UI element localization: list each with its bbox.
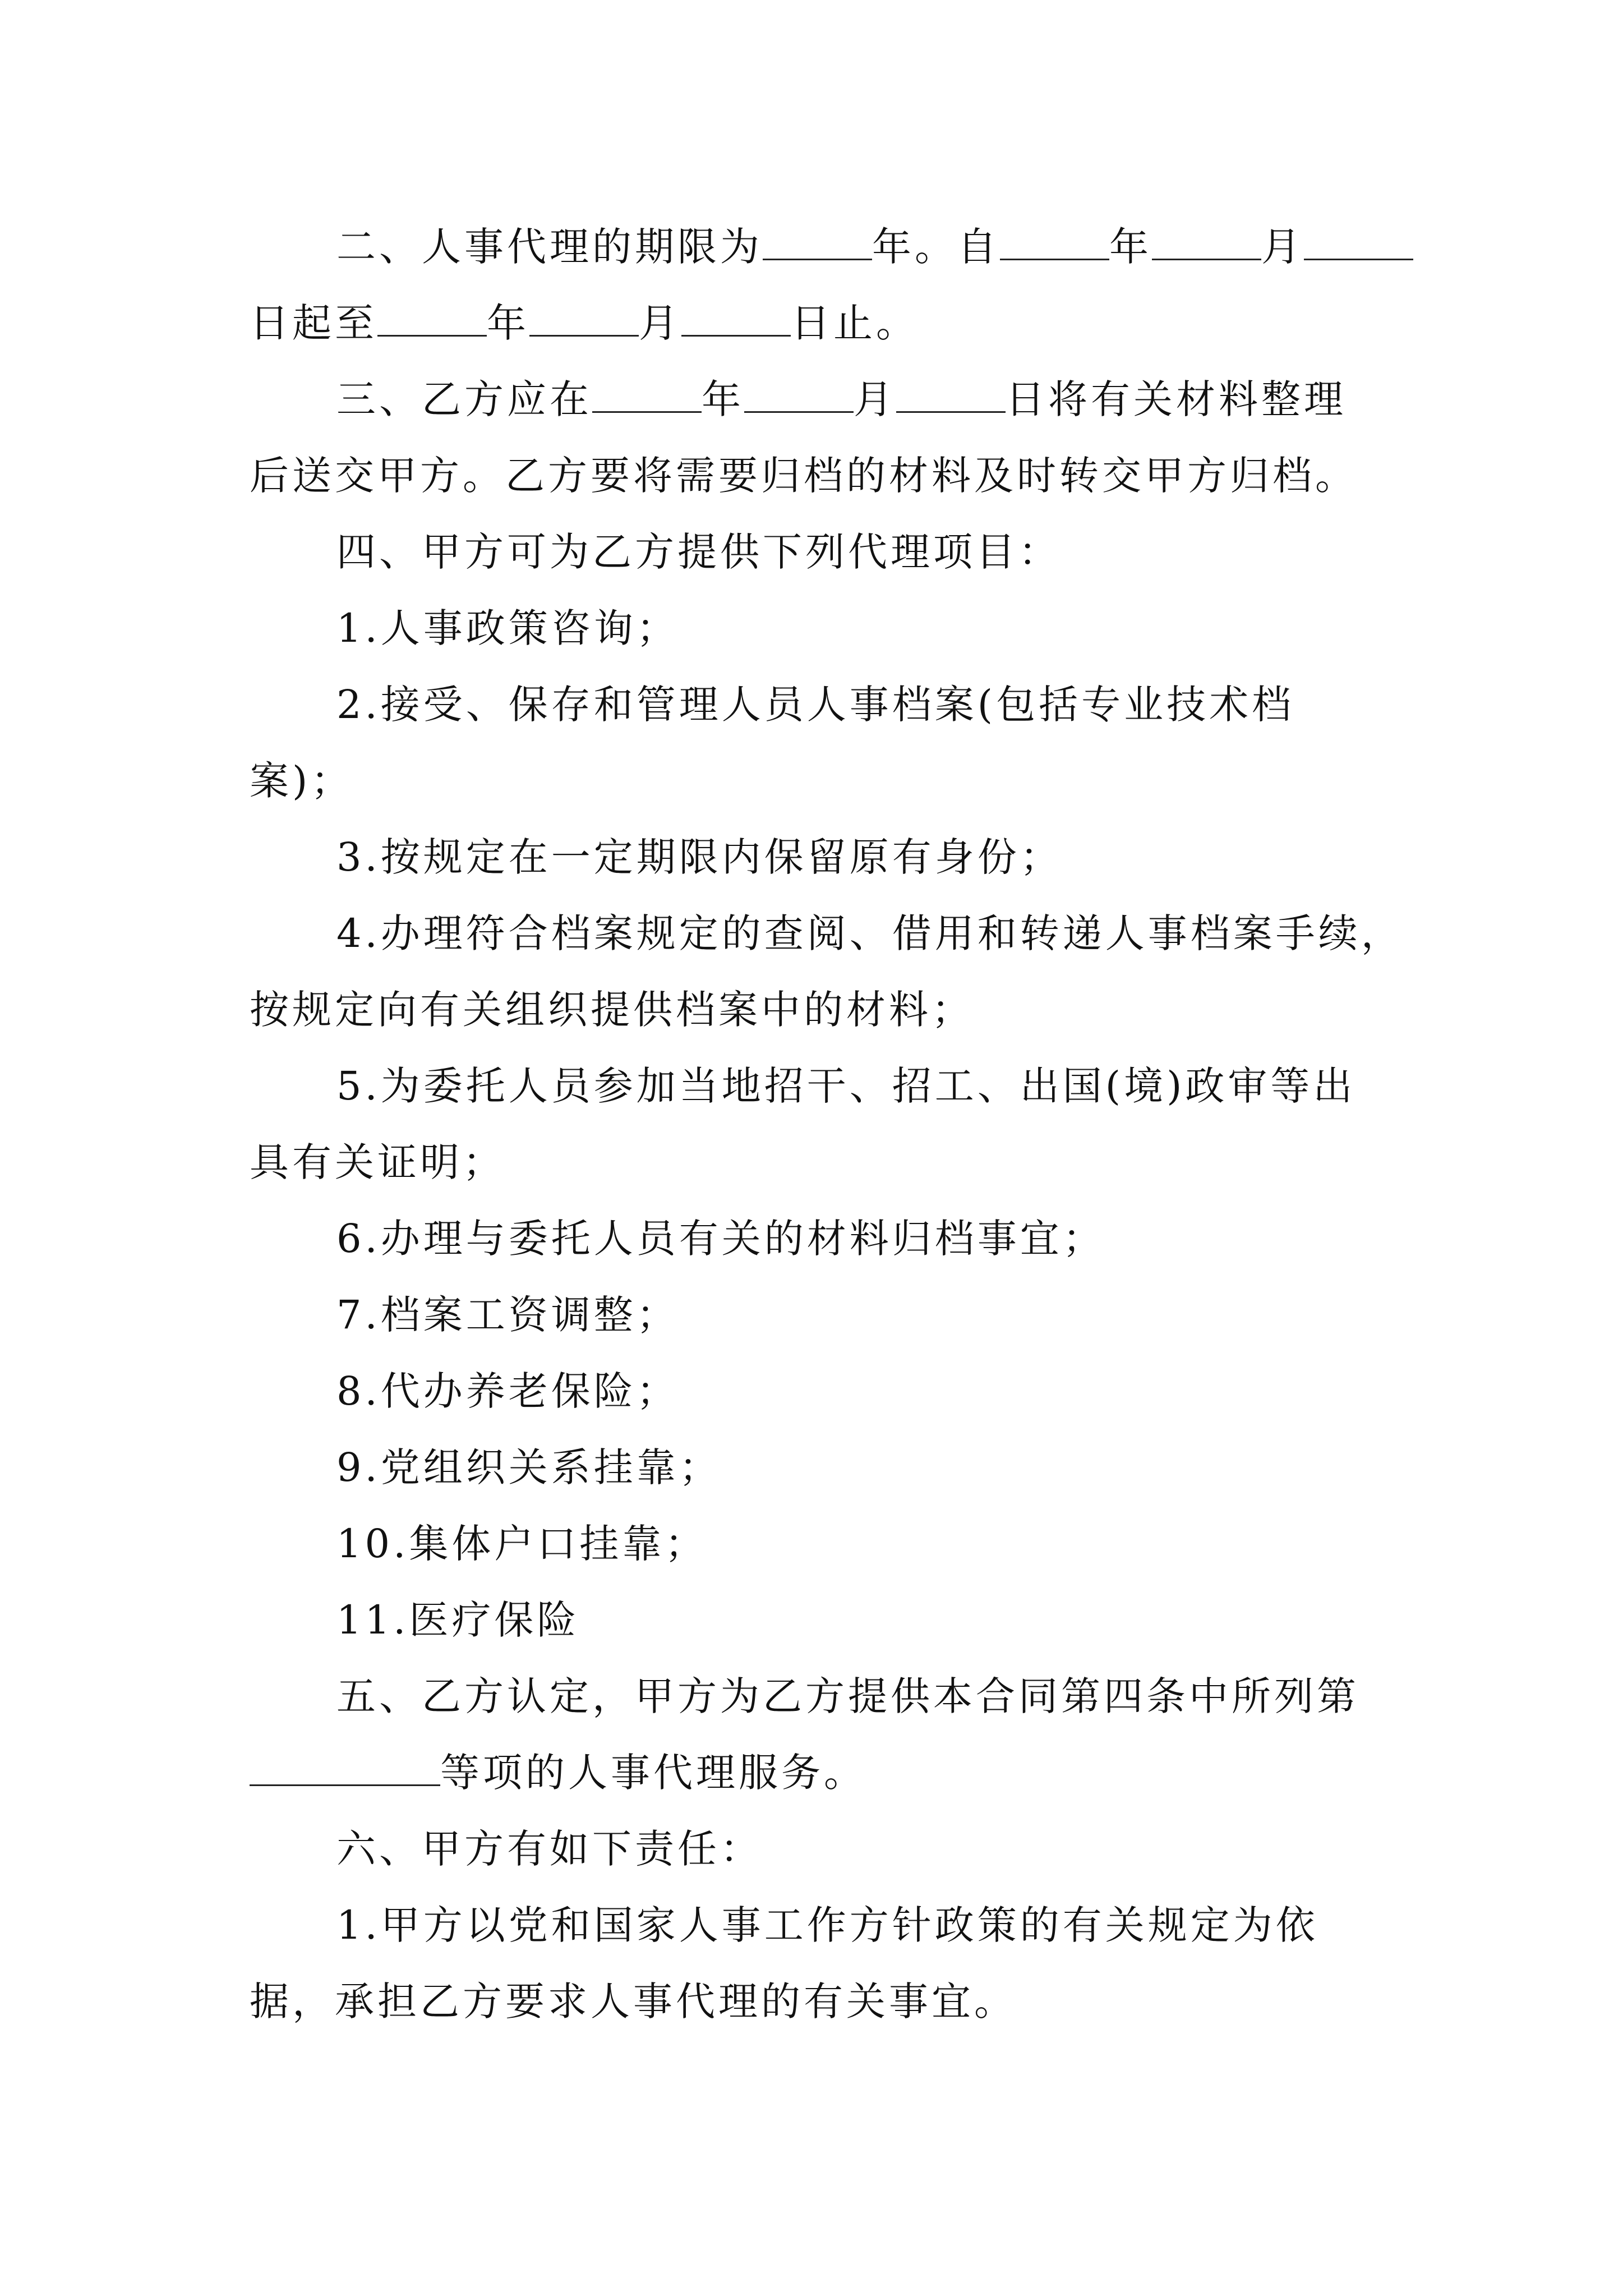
- clause-4-item-5-line-1: 5.为委托人员参加当地招干、招工、出国(境)政审等出: [336, 1063, 1356, 1109]
- clause-3-text-2: 年: [702, 376, 744, 422]
- clause-5-line-2: [250, 1734, 1382, 1811]
- blank-start-day: [1304, 222, 1413, 261]
- blank-years: [763, 222, 872, 261]
- blank-submit-day: [896, 374, 1006, 413]
- clause-2-text-7: 月: [639, 300, 681, 346]
- clause-2-text-3: 年: [1109, 224, 1152, 270]
- clause-3-text-4: 日将有关材料整理: [1006, 376, 1347, 422]
- blank-start-month: [1152, 222, 1261, 261]
- clause-2-text-2: 年。自: [872, 224, 1000, 270]
- clause-4-item-3: 3.按规定在一定期限内保留原有身份；: [336, 834, 1063, 880]
- clause-2-text-6: 年: [487, 300, 529, 346]
- clause-4-item-8: 8.代办养老保险；: [336, 1368, 679, 1414]
- clause-3-line-2: 后送交甲方。乙方要将需要归档的材料及时转交甲方归档。: [250, 453, 1358, 499]
- clause-4-item-4-line-2: 按规定向有关组织提供档案中的材料；: [250, 987, 974, 1033]
- clause-4-item-9: 9.党组织关系挂靠；: [336, 1444, 722, 1490]
- clause-4-item-1: 1.人事政策咨询；: [336, 605, 679, 651]
- clause-3-text-1: 三、乙方应在: [336, 376, 592, 422]
- clause-2-line-2: [250, 285, 1382, 361]
- blank-end-day: [681, 298, 791, 337]
- clause-2-text-1: 二、人事代理的期限为: [336, 224, 763, 270]
- clause-4-item-11: 11.医疗保险: [336, 1597, 580, 1643]
- blank-start-year: [1000, 222, 1109, 261]
- clause-4-heading: 四、甲方可为乙方提供下列代理项目：: [336, 529, 1061, 575]
- clause-6-item-1-line-2: 据，承担乙方要求人事代理的有关事宜。: [250, 1978, 1017, 2024]
- clause-2-line-1: [336, 209, 1382, 285]
- clause-5-line-1: 五、乙方认定，甲方为乙方提供本合同第四条中所列第: [336, 1673, 1359, 1719]
- clause-4-item-6: 6.办理与委托人员有关的材料归档事宜；: [336, 1216, 1105, 1262]
- clause-4-item-4-line-1: 4.办理符合档案规定的查阅、借用和转递人事档案手续，: [336, 910, 1404, 956]
- clause-4-item-5-line-2: 具有关证明；: [250, 1139, 505, 1185]
- clause-6-item-1-line-1: 1.甲方以党和国家人事工作方针政策的有关规定为依: [336, 1902, 1318, 1948]
- clause-3-line-1: [336, 361, 1382, 438]
- clause-2-text-4: 月: [1261, 224, 1304, 270]
- blank-end-month: [529, 298, 639, 337]
- blank-submit-month: [744, 374, 854, 413]
- clause-5-text-2: 等项的人事代理服务。: [440, 1750, 866, 1796]
- clause-4-item-2-line-2: 案)；: [250, 758, 354, 804]
- clause-4-item-2-line-1: 2.接受、保存和管理人员人事档案(包括专业技术档: [336, 682, 1295, 728]
- blank-submit-year: [592, 374, 702, 413]
- blank-end-year: [377, 298, 487, 337]
- clause-4-item-10: 10.集体户口挂靠；: [336, 1521, 708, 1567]
- clause-6-heading: 六、甲方有如下责任：: [336, 1826, 763, 1872]
- clause-2-text-5: 日起至: [250, 300, 377, 346]
- clause-3-text-3: 月: [854, 376, 896, 422]
- clause-2-text-8: 日止。: [791, 300, 919, 346]
- blank-items: [250, 1747, 440, 1787]
- clause-4-item-7: 7.档案工资调整；: [336, 1292, 679, 1338]
